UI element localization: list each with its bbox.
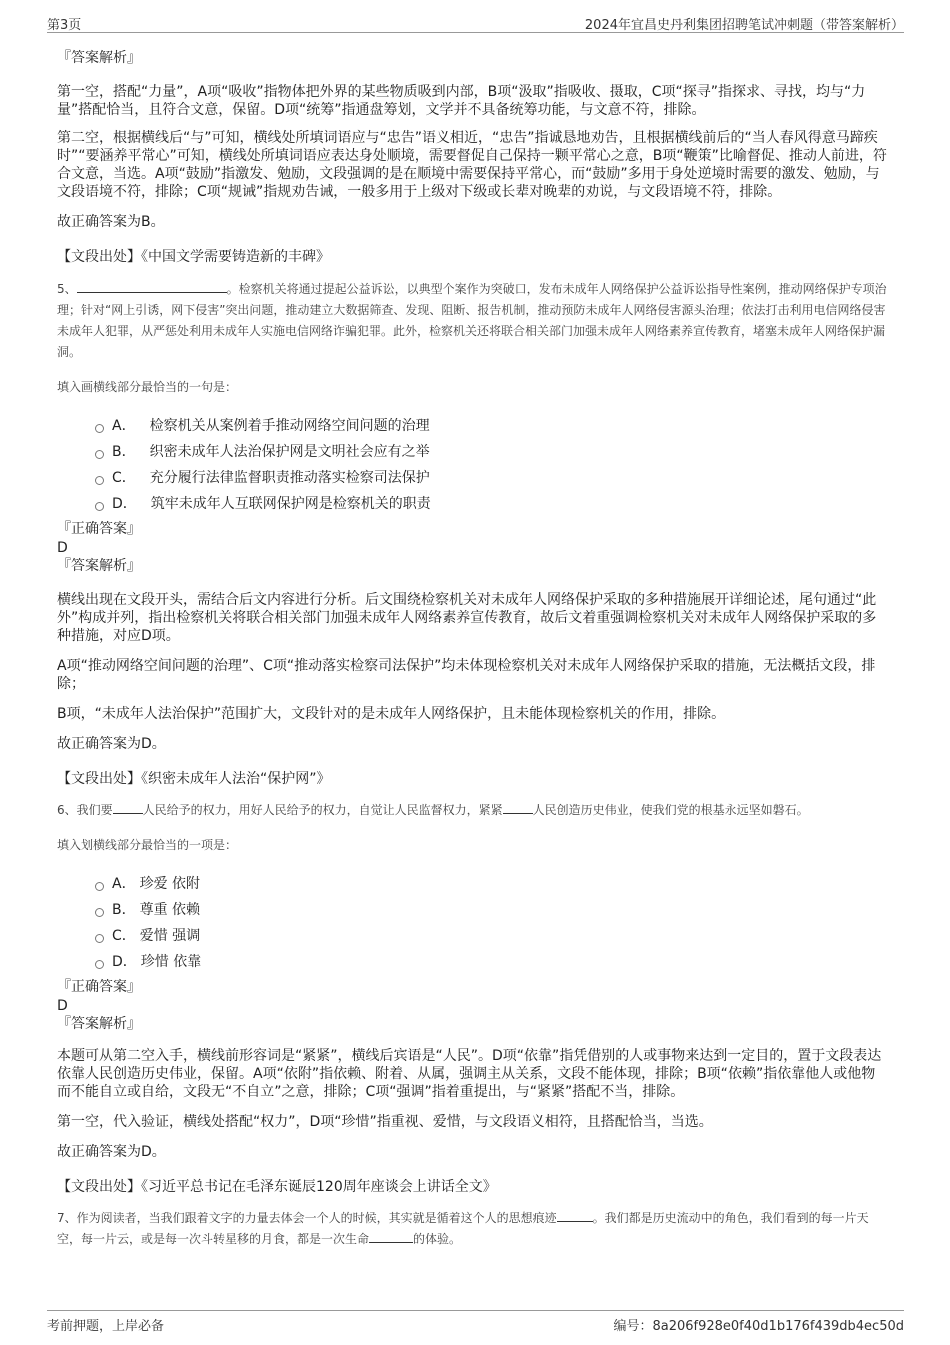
radio-icon[interactable] xyxy=(95,960,104,969)
q5-option-d[interactable] xyxy=(95,490,887,516)
q6-number: 6、 xyxy=(57,803,77,817)
q5-stem xyxy=(57,279,887,363)
q7-stem-part3: 的体验。 xyxy=(413,1232,462,1246)
q6-option-a[interactable] xyxy=(95,870,887,896)
q6-options xyxy=(57,870,887,974)
q5-source-title: 《织密未成年人法治“保护网”》 xyxy=(141,771,331,787)
q4-source-title: 《中国文学需要铸造新的丰碑》 xyxy=(141,249,330,265)
q5-source-label: 【文段出处】 xyxy=(57,771,141,787)
q5-correct-tag: 『正确答案』 xyxy=(57,521,141,537)
radio-icon[interactable] xyxy=(95,450,104,459)
q7-number: 7、 xyxy=(57,1211,77,1225)
q6-conclusion: 故正确答案为D。 xyxy=(57,1144,166,1160)
q6-prompt: 填入划横线部分最恰当的一项是： xyxy=(57,838,238,852)
q5-option-a[interactable] xyxy=(95,412,887,438)
option-letter: B． xyxy=(112,902,136,918)
q5-conclusion: 故正确答案为D。 xyxy=(57,736,166,752)
q5-analysis-para1: 横线出现在文段开头，需结合后文内容进行分析。后文围绕检察机关对未成年人网络保护采取的多种措施展开详细论述，尾句通过“此外”构成并列，指出检察机关将联合相关部门加强未成年人网络素养宣传教育，故后文着重强调检察机关对未成年人网络保护采取的多种措施，对应D项。 xyxy=(57,592,877,644)
footer-code xyxy=(613,1315,904,1334)
q4-analysis-tag: 『答案解析』 xyxy=(57,50,141,66)
q6-blank-2 xyxy=(503,801,533,814)
q4-source-label: 【文段出处】 xyxy=(57,249,141,265)
option-letter: C． xyxy=(112,470,136,486)
radio-icon[interactable] xyxy=(95,424,104,433)
q5-blank xyxy=(77,280,227,293)
q6-stem-part1: 我们要 xyxy=(76,803,113,817)
option-text: 检察机关从案例着手推动网络空间问题的治理 xyxy=(149,418,430,434)
q6-analysis-para2: 第一空，代入验证，横线处搭配“权力”，D项“珍惜”指重视、爱惜，与文段语义相符，且搭配恰当，当选。 xyxy=(57,1114,713,1130)
q5-analysis-tag: 『答案解析』 xyxy=(57,558,141,574)
q7-stem xyxy=(57,1208,887,1250)
q6-answer: D xyxy=(57,998,68,1014)
q7-blank-2 xyxy=(369,1230,413,1243)
q6-option-b[interactable] xyxy=(95,896,887,922)
option-letter: D． xyxy=(112,954,137,970)
q6-analysis-tag: 『答案解析』 xyxy=(57,1016,141,1032)
q6-source-title: 《习近平总书记在毛泽东诞辰120周年座谈会上讲话全文》 xyxy=(141,1179,497,1195)
option-text: 充分履行法律监督职责推动落实检察司法保护 xyxy=(149,470,430,486)
footer-code-label: 编号： xyxy=(613,1319,653,1334)
q5-options xyxy=(57,412,887,516)
q4-source xyxy=(57,248,887,266)
option-letter: C． xyxy=(112,928,136,944)
option-text: 爱惜 强调 xyxy=(139,928,201,944)
option-letter: A． xyxy=(112,876,136,892)
q7-blank-1 xyxy=(557,1209,593,1222)
q5-option-c[interactable] xyxy=(95,464,887,490)
q6-source-label: 【文段出处】 xyxy=(57,1179,141,1195)
q4-analysis-para2: 第二空，根据横线后“与”可知，横线处所填词语应与“忠告”语义相近，“忠告”指诚恳地劝告，且根据横线前后的“当人春风得意马蹄疾时”“要涵养平常心”可知，横线处所填词语应表达身处顺境，需要督促自己保持一颗平常心之意，B项“鞭策”比喻督促、推动人前进，符合文意，当选。A项“鼓励”指激发、勉励，文段强调的是在顺境中需要保持平常心，而“鼓励”多用于身处逆境时需要的激发、勉励，与文段语境不符，排除；C项“规诫”指规劝告诫，一般多用于上级对下级或长辈对晚辈的劝说，与文段语境不符，排除。 xyxy=(57,130,887,200)
q6-stem xyxy=(57,800,887,821)
q6-stem-part3: 人民创造历史伟业，使我们党的根基永远坚如磐石。 xyxy=(532,803,809,817)
q7-stem-part1: 作为阅读者，当我们跟着文字的力量去体会一个人的时候，其实就是循着这个人的思想痕迹 xyxy=(76,1211,557,1225)
option-letter: A． xyxy=(112,418,136,434)
footer-motto: 考前押题，上岸必备 xyxy=(47,1319,165,1334)
radio-icon[interactable] xyxy=(95,908,104,917)
q6-stem-part2: 人民给予的权力，用好人民给予的权力，自觉让人民监督权力，紧紧 xyxy=(142,803,503,817)
q5-stem-text: 。检察机关将通过提起公益诉讼，以典型个案作为突破口，发布未成年人网络保护公益诉讼指导性案例，推动网络保护专项治理；针对“网上引诱，网下侵害”突出问题，推动建立大数据筛查、发现、阻断、报告机制，推动预防未成年人网络侵害源头治理；依法打击利用电信网络侵害未成年人犯罪，从严惩处利用未成年人实施电信网络诈骗犯罪。此外，检察机关还将联合相关部门加强未成年人网络素养宣传教育，堵塞未成年人网络保护漏洞。 xyxy=(57,282,887,359)
q6-source xyxy=(57,1178,887,1196)
q6-option-d[interactable] xyxy=(95,948,887,974)
radio-icon[interactable] xyxy=(95,882,104,891)
option-letter: D． xyxy=(112,496,137,512)
option-text: 珍爱 依附 xyxy=(139,876,201,892)
q6-option-c[interactable] xyxy=(95,922,887,948)
page-footer xyxy=(47,1310,904,1333)
option-text: 织密未成年人法治保护网是文明社会应有之举 xyxy=(149,444,430,460)
q5-source xyxy=(57,770,887,788)
document-title: 2024年宜昌史丹利集团招聘笔试冲刺题（带答案解析） xyxy=(584,18,904,33)
footer-code-value: 8a206f928e0f40d1b176f439db4ec50d xyxy=(652,1319,904,1334)
q5-prompt: 填入画横线部分最恰当的一句是： xyxy=(57,380,238,394)
q5-number: 5、 xyxy=(57,282,77,296)
q6-blank-1 xyxy=(113,801,143,814)
document-body xyxy=(57,44,887,1250)
option-letter: B． xyxy=(112,444,136,460)
radio-icon[interactable] xyxy=(95,476,104,485)
q5-analysis-para2: A项“推动网络空间问题的治理”、C项“推动落实检察司法保护”均未体现检察机关对未成年人网络保护采取的措施，无法概括文段，排除； xyxy=(57,658,876,692)
page-header xyxy=(47,12,904,33)
q4-conclusion: 故正确答案为B。 xyxy=(57,214,165,230)
option-text: 珍惜 依靠 xyxy=(140,954,202,970)
option-text: 尊重 依赖 xyxy=(139,902,201,918)
q5-analysis-para3: B项，“未成年人法治保护”范围扩大，文段针对的是未成年人网络保护，且未能体现检察机关的作用，排除。 xyxy=(57,706,726,722)
radio-icon[interactable] xyxy=(95,934,104,943)
q6-analysis-para1: 本题可从第二空入手，横线前形容词是“紧紧”，横线后宾语是“人民”。D项“依靠”指凭借别的人或事物来达到一定目的，置于文段表达依靠人民创造历史伟业，保留。A项“依附”指依赖、附着、从属，强调主从关系，文段不能体现，排除；B项“依赖”指依靠他人或他物而不能自立或自给，文段无“不自立”之意，排除；C项“强调”指着重提出，与“紧紧”搭配不当，排除。 xyxy=(57,1048,882,1100)
q6-correct-tag: 『正确答案』 xyxy=(57,979,141,995)
q4-analysis-para1: 第一空，搭配“力量”，A项“吸收”指物体把外界的某些物质吸到内部，B项“汲取”指吸收、摄取，C项“探寻”指探求、寻找，均与“力量”搭配恰当，且符合文意，保留。D项“统筹”指通盘筹划，文学并不具备统筹功能，与文意不符，排除。 xyxy=(57,84,866,118)
q7-stem-part2: 。我们都是历史流动中的角色，我们看到的每一片天空，每一片云，或是每一次斗转星移的月食，都是一次生命 xyxy=(57,1211,869,1246)
q5-option-b[interactable] xyxy=(95,438,887,464)
page-number: 第3页 xyxy=(47,18,82,33)
q5-answer: D xyxy=(57,540,68,556)
radio-icon[interactable] xyxy=(95,502,104,511)
option-text: 筑牢未成年人互联网保护网是检察机关的职责 xyxy=(150,496,431,512)
